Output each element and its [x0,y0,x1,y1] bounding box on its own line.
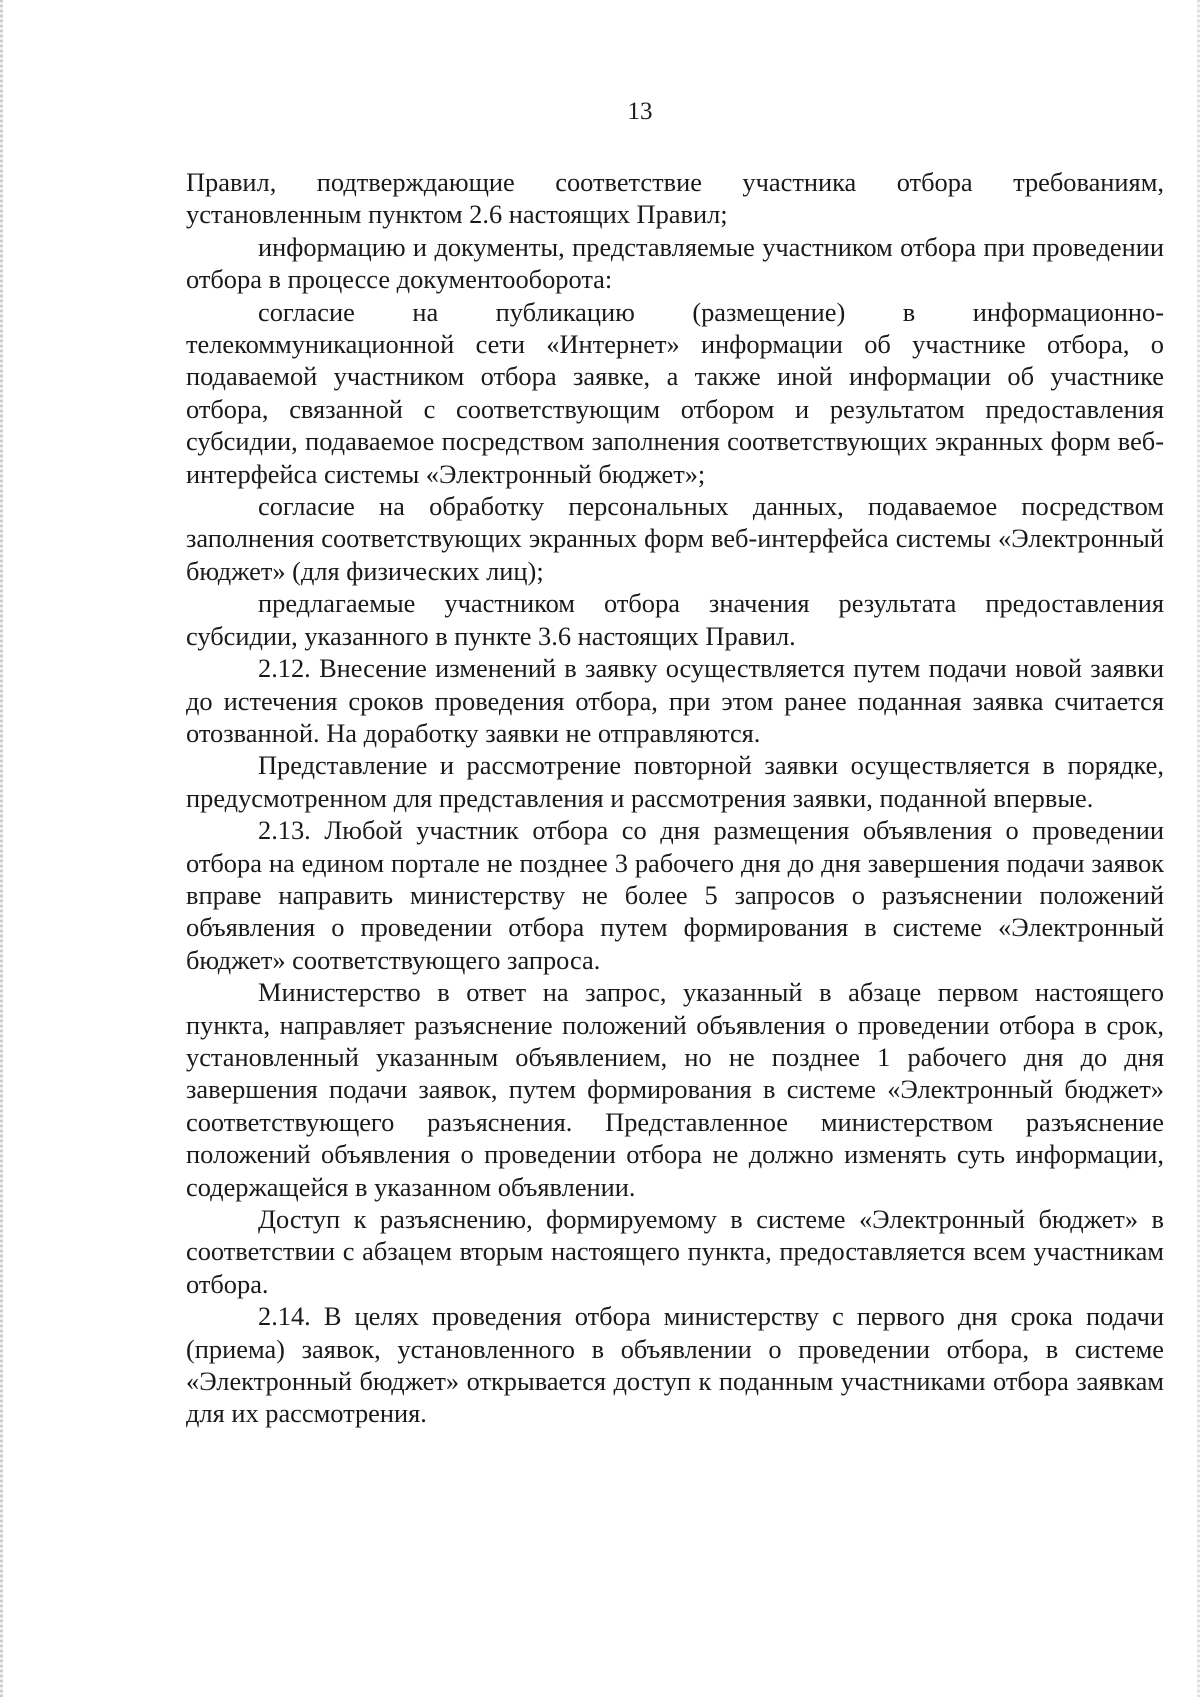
paragraph-publication-consent: согласие на публикацию (размещение) в информационно-телекоммуникационной сети «Интернет» информации об участнике отбора, о подаваемой участником отбора заявке, а также иной информации об участнике отбора, связанной с соответствующим отбором и результатом предоставления субсидии, подаваемое посредством заполнения соответствующих экранных форм веб-интерфейса системы «Электронный бюджет»; [186,296,1164,489]
paragraph-result-values: предлагаемые участником отбора значения результата предоставления субсидии, указанного в пункте 3.6 настоящих Правил. [186,588,1164,651]
document-body [186,166,1164,1430]
paragraph-ministry-response: Министерство в ответ на запрос, указанный в абзаце первом настоящего пункта, направляет разъяснение положений объявления о проведении отбора в срок, установленный указанным объявлением, но не позднее 1 рабочего дня до дня завершения подачи заявок, путем формирования в системе «Электронный бюджет» соответствующего разъяснения. Представленное министерством разъяснение положений объявления о проведении отбора не должно изменять суть информации, содержащейся в указанном объявлении. [186,977,1164,1202]
paragraph-2-14: 2.14. В целях проведения отбора министерству с первого дня срока подачи (приема) заявок, установленного в объявлении о проведении отбора, в системе «Электронный бюджет» открывается доступ к поданным участниками отбора заявкам для их рассмотрения. [186,1301,1164,1429]
paragraph-access-clarification: Доступ к разъяснению, формируемому в системе «Электронный бюджет» в соответствии с абзацем вторым настоящего пункта, предоставляется всем участникам отбора. [186,1204,1164,1299]
paragraph-resubmission: Представление и рассмотрение повторной заявки осуществляется в порядке, предусмотренном для представления и рассмотрения заявки, поданной впервые. [186,750,1164,813]
paragraph-documents: информацию и документы, представляемые участником отбора при проведении отбора в процессе документооборота: [186,231,1164,295]
paragraph-continuation: Правил, подтверждающие соответствие участника отбора требованиям, установленным пунктом 2.6 настоящих Правил; [186,167,1164,230]
paragraph-2-12: 2.12. Внесение изменений в заявку осуществляется путем подачи новой заявки до истечения сроков проведения отбора, при этом ранее поданная заявка считается отозванной. На доработку заявки не отправляются. [186,653,1164,748]
paragraph-personal-data-consent: согласие на обработку персональных данных, подаваемое посредством заполнения соответствующих экранных форм веб-интерфейса системы «Электронный бюджет» (для физических лиц); [186,491,1164,586]
paragraph-2-13: 2.13. Любой участник отбора со дня размещения объявления о проведении отбора на едином портале не позднее 3 рабочего дня до дня завершения подачи заявок вправе направить министерству не более 5 запросов о разъяснении положений объявления о проведении отбора путем формирования в системе «Электронный бюджет» соответствующего запроса. [186,815,1164,975]
page-number: 13 [627,98,653,125]
